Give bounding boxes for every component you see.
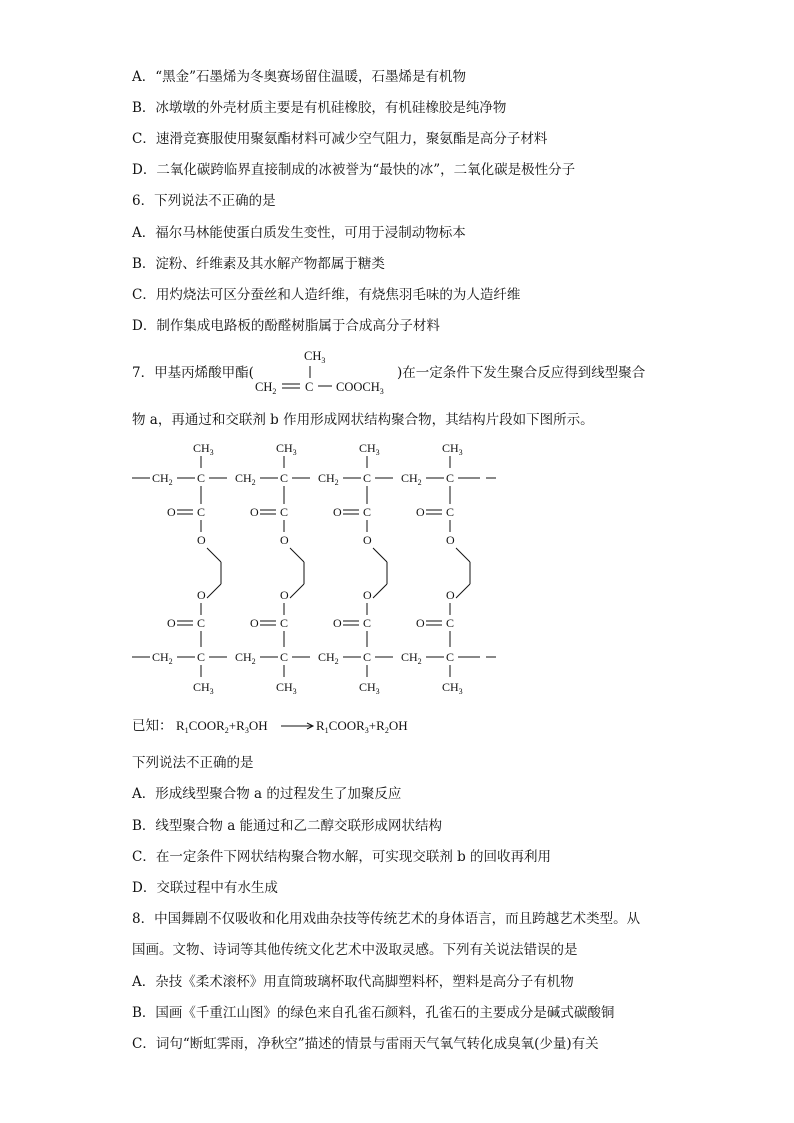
top-ester-o-1: O <box>197 533 206 547</box>
monomer-structure <box>252 344 400 400</box>
question-7-option-a: A．形成线型聚合物 a 的过程发生了加聚反应 <box>132 786 402 802</box>
bottom-ester-o-3: O <box>363 588 372 602</box>
line-1: A．“黑金”石墨烯为冬奥赛场留住温暖，石墨烯是有机物 <box>132 69 467 85</box>
bridge-1-1 <box>207 548 221 562</box>
top-carbonyl-o-1: O <box>167 505 176 519</box>
monomer-cooch3: $COOCH_3$ <box>336 380 384 396</box>
svg-text:R1COOR3+R2OH: $R_1COOR_3+R_2OH$ <box>316 718 408 735</box>
top-ester-c-4: C <box>446 505 455 519</box>
bottom-ch3-2: $CH_3$ <box>276 680 297 696</box>
question-7-ask: 下列说法不正确的是 <box>132 755 254 771</box>
bridge-3-2 <box>290 584 304 598</box>
bridge-3-1 <box>207 584 221 598</box>
known-label: 已知： <box>132 718 173 734</box>
top-ch3-4: $CH_3$ <box>442 441 463 457</box>
bridge-1-2 <box>290 548 304 562</box>
bottom-ch2-1: $CH_2$ <box>152 650 173 666</box>
bottom-ester-c-2: C <box>280 616 289 630</box>
top-ester-o-3: O <box>363 533 372 547</box>
top-c-4: C <box>446 471 455 485</box>
bottom-carbonyl-o-4: O <box>416 616 425 630</box>
bottom-ester-c-1: C <box>197 616 206 630</box>
top-carbonyl-o-4: O <box>416 505 425 519</box>
reaction-r1: R <box>176 718 185 733</box>
top-c-3: C <box>363 471 372 485</box>
top-ch3-1: $CH_3$ <box>193 441 214 457</box>
question-7-option-c: C．在一定条件下网状结构聚合物水解，可实现交联剂 b 的回收再利用 <box>132 849 552 865</box>
question-6-option-d: D．制作集成电路板的酚醛树脂属于合成高分子材料 <box>132 318 440 334</box>
question-7-option-d: D．交联过程中有水生成 <box>132 880 278 896</box>
top-ch2-1: $CH_2$ <box>152 471 173 487</box>
top-ch2-2: $CH_2$ <box>235 471 256 487</box>
line-3: C．速滑竞赛服使用聚氨酯材料可减少空气阻力，聚氨酯是高分子材料 <box>132 131 548 147</box>
question-7-line-2: 物 a，再通过和交联剂 b 作用形成网状结构聚合物，其结构片段如下图所示。 <box>132 412 594 428</box>
question-7-suffix: )在一定条件下发生聚合反应得到线型聚合 <box>397 365 646 381</box>
question-6-option-c: C．用灼烧法可区分蚕丝和人造纤维，有烧焦羽毛味的为人造纤维 <box>132 287 521 303</box>
monomer-ch2: $CH_2$ <box>255 380 277 396</box>
network-polymer-structure <box>128 436 498 700</box>
bottom-ch3-1: $CH_3$ <box>193 680 214 696</box>
top-ester-c-2: C <box>280 505 289 519</box>
question-7-prefix: 7．甲基丙烯酸甲酯( <box>132 365 254 381</box>
bridge-1-3 <box>373 548 387 562</box>
top-carbonyl-o-3: O <box>333 505 342 519</box>
svg-text:R1COOR2+R3OH: $R_1COOR_2+R_3OH$ <box>176 718 268 735</box>
question-6: 6．下列说法不正确的是 <box>132 193 276 209</box>
bottom-ch3-4: $CH_3$ <box>442 680 463 696</box>
bottom-c-2: C <box>280 650 289 664</box>
top-ester-o-2: O <box>280 533 289 547</box>
bottom-ester-o-1: O <box>197 588 206 602</box>
bottom-c-3: C <box>363 650 372 664</box>
bridge-1-4 <box>456 548 470 562</box>
question-7-option-b: B．线型聚合物 a 能通过和乙二醇交联形成网状结构 <box>132 818 443 834</box>
top-ch2-4: $CH_2$ <box>401 471 422 487</box>
top-c-1: C <box>197 471 206 485</box>
bottom-ester-c-4: C <box>446 616 455 630</box>
question-8-option-c: C．词句“断虹霁雨，净秋空”描述的情景与雷雨天气氧气转化成臭氧(少量)有关 <box>132 1036 599 1052</box>
monomer-ch3: $CH_3$ <box>304 349 326 365</box>
bottom-carbonyl-o-2: O <box>250 616 259 630</box>
bottom-ch2-3: $CH_2$ <box>318 650 339 666</box>
question-8-line-1: 8．中国舞剧不仅吸收和化用戏曲杂技等传统艺术的身体语言，而且跨越艺术类型。从 <box>132 911 641 927</box>
top-ch3-2: $CH_3$ <box>276 441 297 457</box>
top-c-2: C <box>280 471 289 485</box>
monomer-c: C <box>305 380 314 394</box>
line-4: D．二氧化碳跨临界直接制成的冰被誉为“最快的冰”，二氧化碳是极性分子 <box>132 162 576 178</box>
top-ester-o-4: O <box>446 533 455 547</box>
question-6-option-b: B．淀粉、纤维素及其水解产物都属于糖类 <box>132 256 385 272</box>
line-2: B．冰墩墩的外壳材质主要是有机硅橡胶，有机硅橡胶是纯净物 <box>132 100 507 116</box>
bottom-ester-c-3: C <box>363 616 372 630</box>
question-8-line-2: 国画。文物、诗词等其他传统文化艺术中汲取灵感。下列有关说法错误的是 <box>132 942 578 958</box>
top-carbonyl-o-2: O <box>250 505 259 519</box>
top-ch3-3: $CH_3$ <box>359 441 380 457</box>
bottom-carbonyl-o-1: O <box>167 616 176 630</box>
known-reaction <box>176 714 436 738</box>
question-8-option-a: A．杂技《柔术滚杯》用直筒玻璃杯取代高脚塑料杯，塑料是高分子有机物 <box>132 974 574 990</box>
bottom-ch3-3: $CH_3$ <box>359 680 380 696</box>
question-6-option-a: A．福尔马林能使蛋白质发生变性，可用于浸制动物标本 <box>132 225 466 241</box>
bridge-3-3 <box>373 584 387 598</box>
bridge-3-4 <box>456 584 470 598</box>
question-8-option-b: B．国画《千重江山图》的绿色来自孔雀石颜料，孔雀石的主要成分是碱式碳酸铜 <box>132 1005 615 1021</box>
top-ch2-3: $CH_2$ <box>318 471 339 487</box>
bottom-ch2-2: $CH_2$ <box>235 650 256 666</box>
top-ester-c-1: C <box>197 505 206 519</box>
bottom-carbonyl-o-3: O <box>333 616 342 630</box>
bottom-ester-o-2: O <box>280 588 289 602</box>
top-ester-c-3: C <box>363 505 372 519</box>
bottom-ester-o-4: O <box>446 588 455 602</box>
bottom-c-1: C <box>197 650 206 664</box>
bottom-c-4: C <box>446 650 455 664</box>
bottom-ch2-4: $CH_2$ <box>401 650 422 666</box>
